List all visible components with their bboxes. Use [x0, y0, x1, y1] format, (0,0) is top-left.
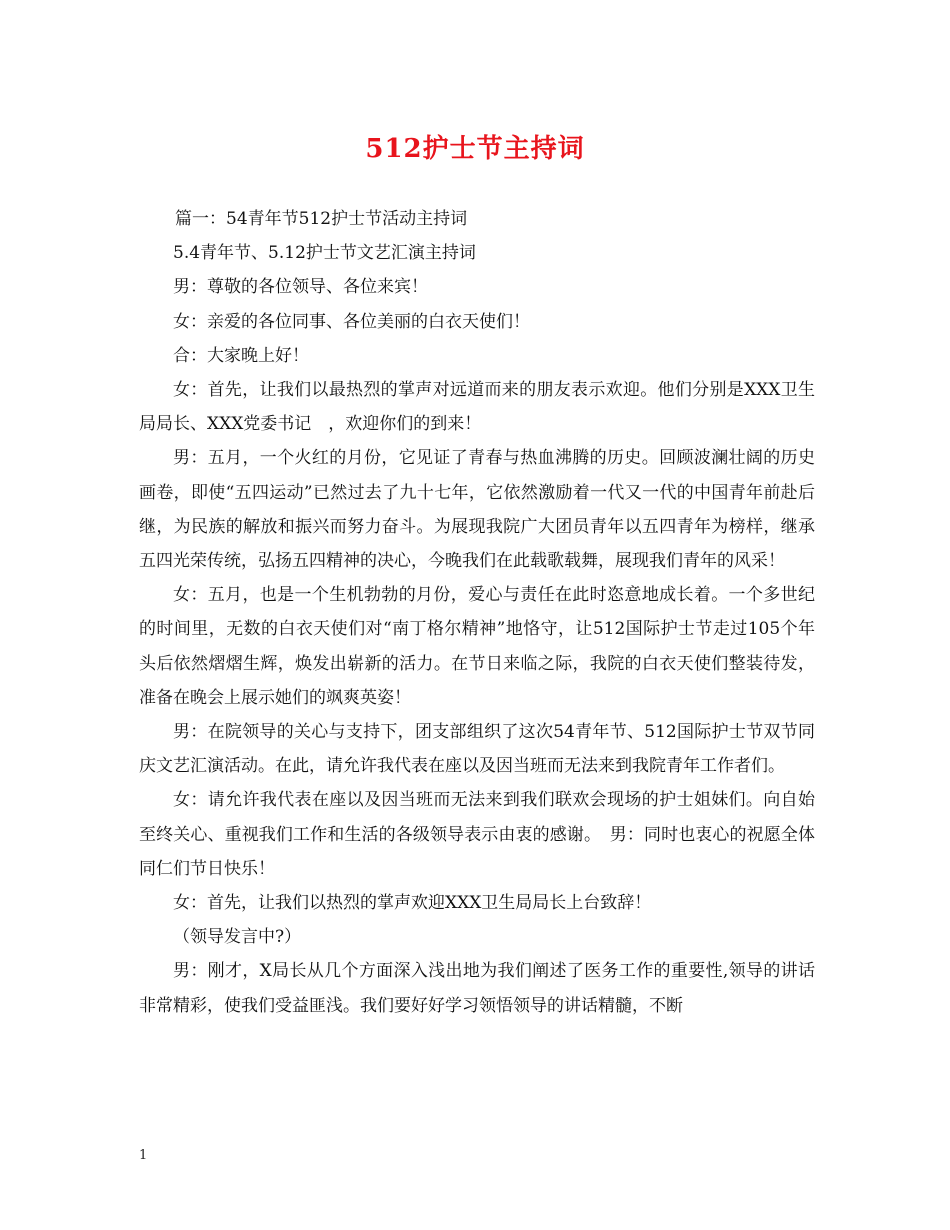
- paragraph: 男：刚才，X局长从几个方面深入浅出地为我们阐述了医务工作的重要性,领导的讲话非常精彩，使我们受益匪浅。我们要好好学习领悟领导的讲话精髓，不断: [139, 961, 815, 1016]
- paragraph: 男：尊敬的各位领导、各位来宾！: [173, 277, 428, 298]
- document-title: 512护士节主持词: [365, 134, 585, 164]
- paragraph: 男：在院领导的关心与支持下，团支部组织了这次54青年节、512国际护士节双节同庆文艺汇演活动。在此，请允许我代表在座以及因当班而无法来到我院青年工作者们。: [139, 722, 815, 777]
- paragraph: 女：首先，让我们以热烈的掌声欢迎XXX卫生局局长上台致辞！: [173, 893, 652, 914]
- paragraph: 女：请允许我代表在座以及因当班而无法来到我们联欢会现场的护士姐妹们。向自始至终关心、重视我们工作和生活的各级领导表示由衷的感谢。 男：同时也衷心的祝愿全体同仁们节日快乐！: [139, 790, 815, 879]
- paragraph: 篇一：54青年节512护士节活动主持词: [175, 209, 468, 229]
- paragraph: 女：五月，也是一个生机勃勃的月份，爱心与责任在此时恣意地成长着。一个多世纪的时间里，无数的白衣天使们对“南丁格尔精神”地恪守，让512国际护士节走过105个年头后依然熠熠生辉，焕发出崭新的活力。在节日来临之际，我院的白衣天使们整装待发，准备在晚会上展示她们的飒爽英姿！: [139, 585, 815, 708]
- paragraph: 女：首先，让我们以最热烈的掌声对远道而来的朋友表示欢迎。他们分别是XXX卫生局局长、XXX党委书记 ，欢迎你们的到来！: [139, 380, 815, 435]
- page-number: 1: [139, 1148, 148, 1163]
- document-body: [139, 202, 815, 1023]
- paragraph: 合：大家晚上好！: [173, 345, 309, 366]
- paragraph: 女：亲爱的各位同事、各位美丽的白衣天使们！: [173, 311, 530, 332]
- paragraph: 5.4青年节、5.12护士节文艺汇演主持词: [173, 243, 476, 264]
- paragraph: （领导发言中?）: [173, 927, 302, 948]
- paragraph: 男：五月，一个火红的月份，它见证了青春与热血沸腾的历史。回顾波澜壮阔的历史画卷，即使“五四运动”已然过去了九十七年，它依然激励着一代又一代的中国青年前赴后继，为民族的解放和振兴而努力奋斗。为展现我院广大团员青年以五四青年为榜样，继承五四光荣传统，弘扬五四精神的决心，今晚我们在此载歌载舞，展现我们青年的风采！: [139, 448, 815, 572]
